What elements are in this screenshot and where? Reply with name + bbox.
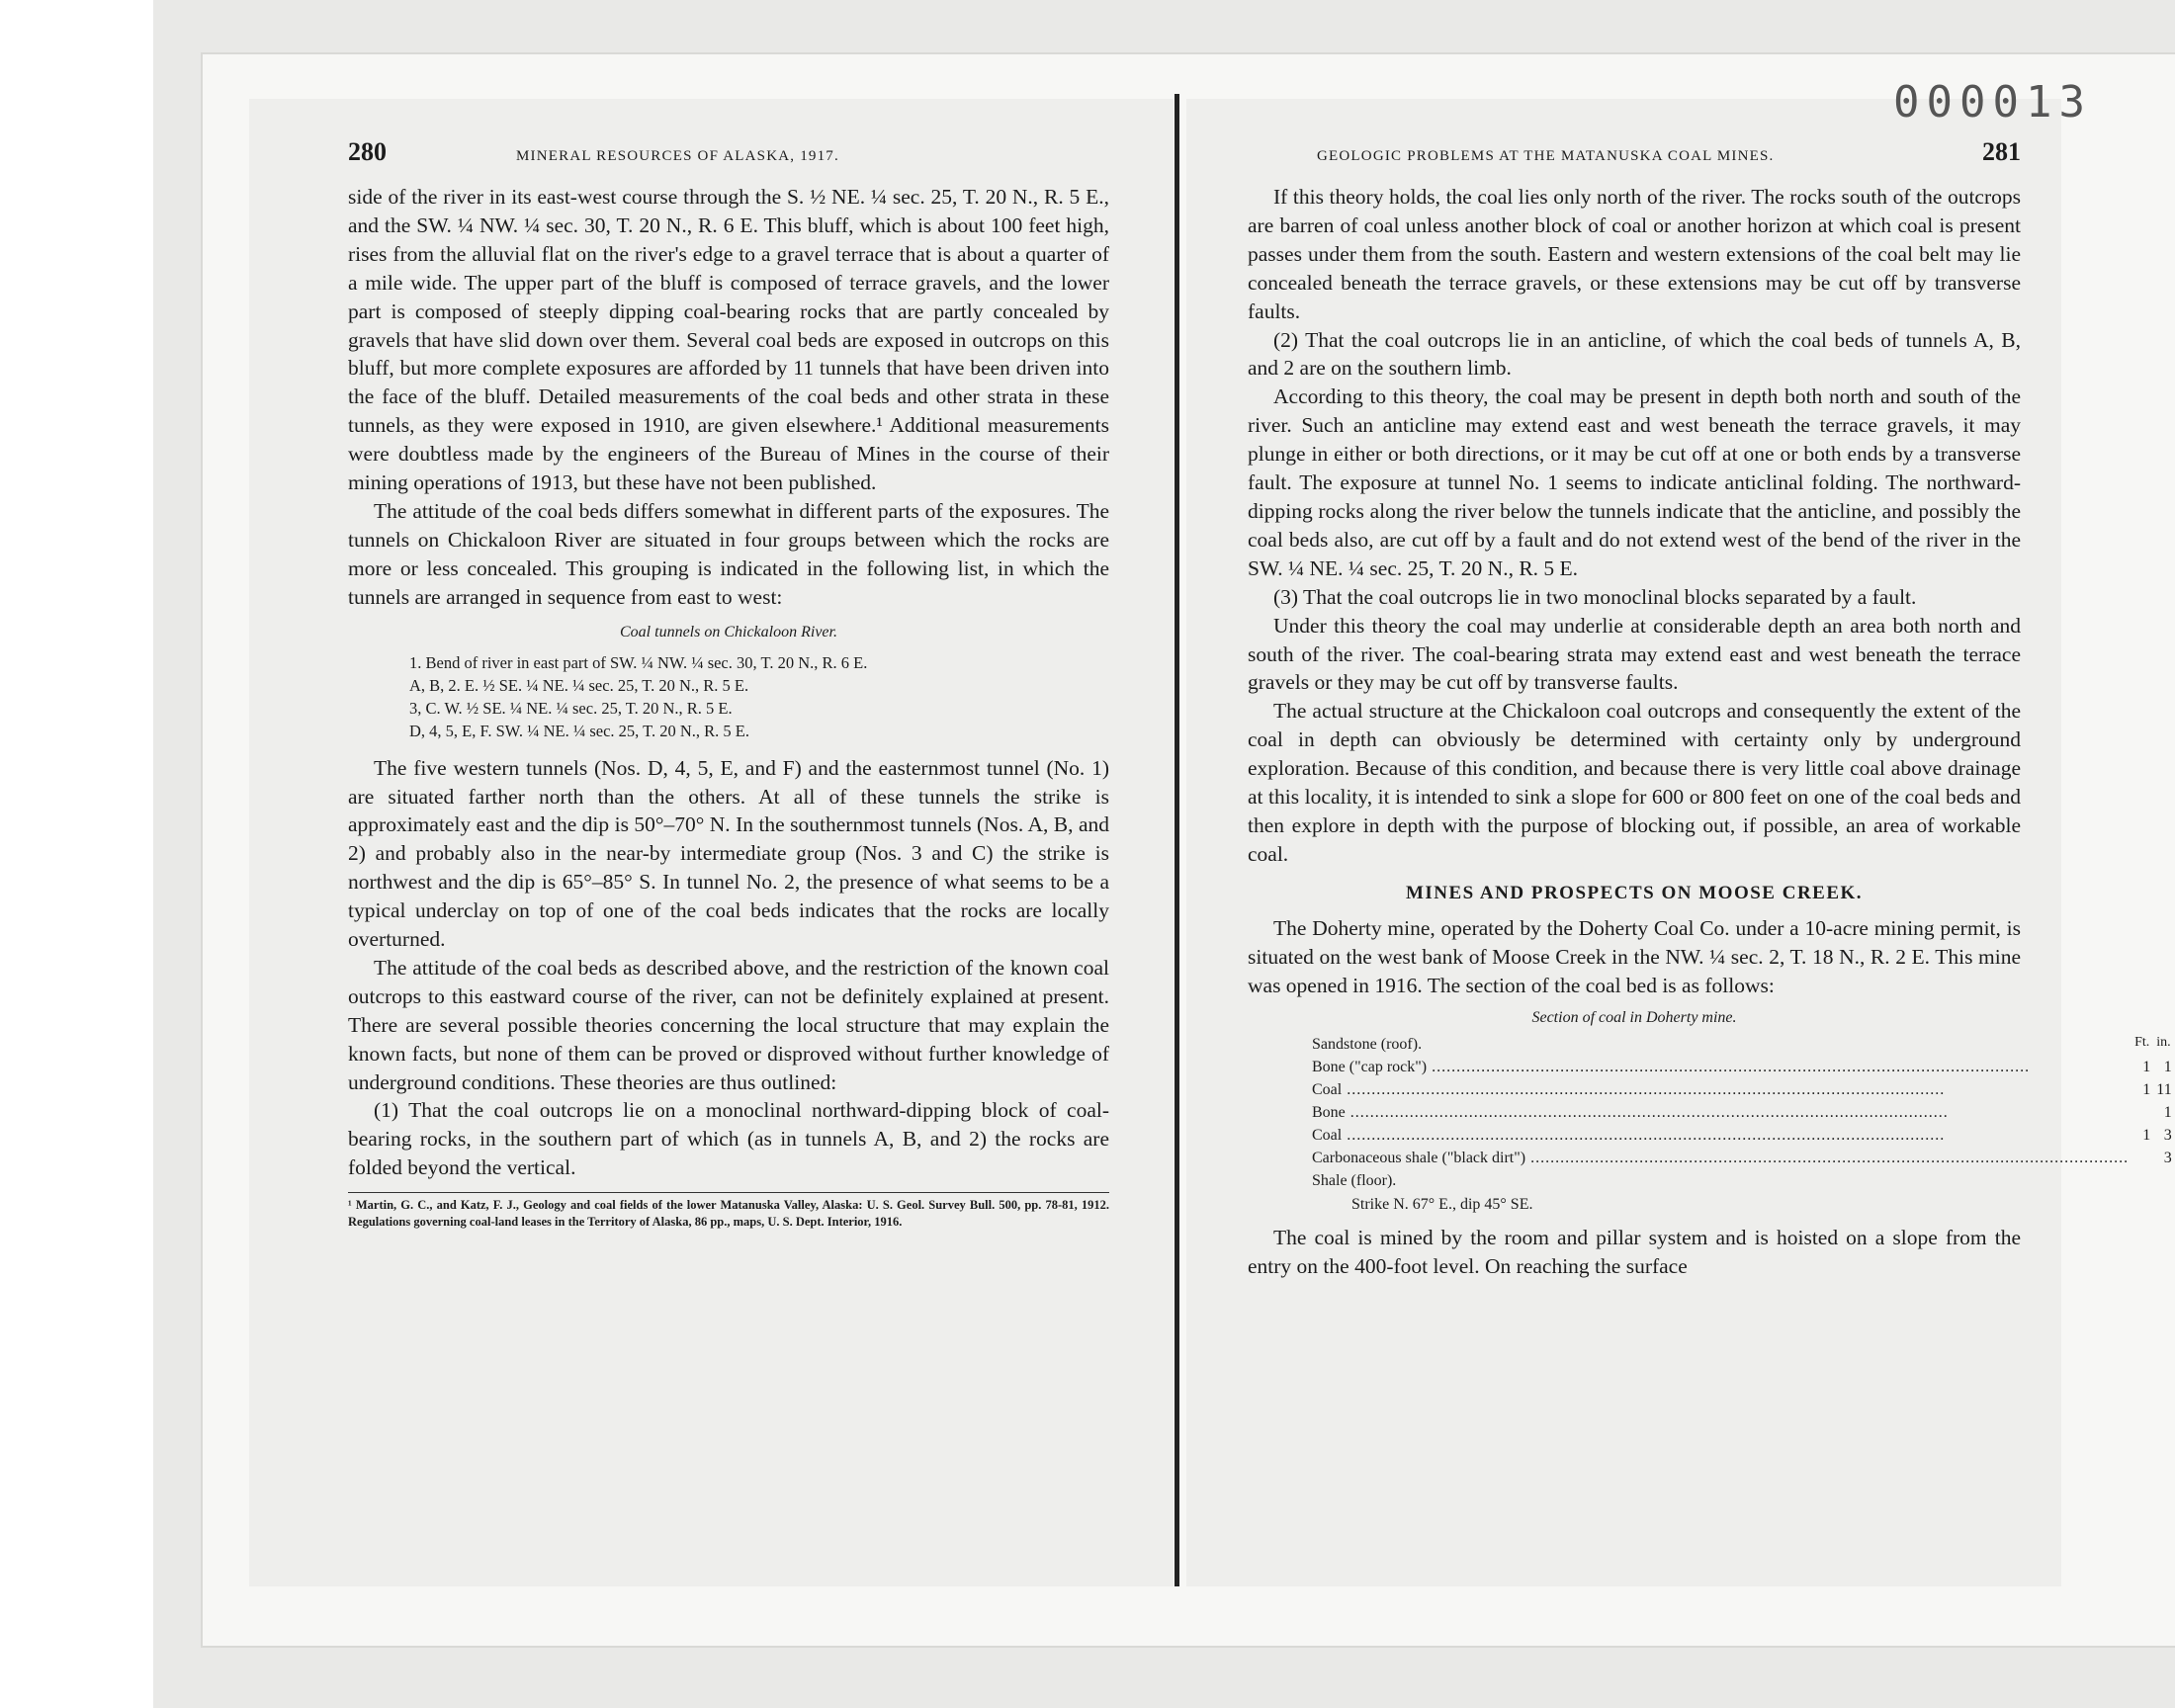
table-cell: Coal .....	[1312, 1122, 2129, 1145]
right-running-title: GEOLOGIC PROBLEMS AT THE MATANUSKA COAL MINES.	[1317, 148, 1775, 164]
paragraph: The five western tunnels (Nos. D, 4, 5, E, and F) and the easternmost tunnel (No. 1) are situated farther north than the others. At all of these tunnels the strike is approximately east and the dip is 50°–70° N. In the southernmost tunnels (Nos. A, B, and 2) and probably also in the near-by intermediate group (Nos. 3 and C) the strike is northwest and the dip is 65°–85° S. In tunnel No. 2, the presence of what seems to be a typical underclay on top of one of the coal beds indicates that the rocks are locally overturned.	[348, 755, 1109, 952]
left-running-title: MINERAL RESOURCES OF ALASKA, 1917.	[516, 148, 839, 164]
table-row	[1312, 1076, 2172, 1099]
paragraph: If this theory holds, the coal lies only north of the river. The rocks south of the outcrops are barren of coal unless another block of coal or another horizon at which coal is present passes under them from the south. Eastern and western extensions of the coal belt may lie concealed beneath the terrace gravels, or these extensions may be cut off by transverse faults.	[1248, 185, 2021, 323]
list-item: D, 4, 5, E, F. SW. ¼ NE. ¼ sec. 25, T. 20 N., R. 5 E.	[409, 721, 749, 740]
table-row	[1312, 1122, 2172, 1145]
right-column	[1248, 137, 2172, 1281]
paragraph: (3) That the coal outcrops lie in two monoclinal blocks separated by a fault.	[1273, 584, 1917, 609]
left-running-head	[348, 137, 1109, 183]
paragraph: (1) That the coal outcrops lie on a monoclinal northward-dipping block of coal-bearing rocks, in the southern part of which (as in tunnels A, B, and 2) the rocks are folded beyond the vertical.	[348, 1098, 1109, 1180]
table-row	[1312, 1167, 2172, 1190]
strike-note: Strike N. 67° E., dip 45° SE.	[1351, 1196, 1533, 1214]
table-cell: Sandstone (roof).	[1312, 1036, 1423, 1054]
table-row	[1312, 1031, 2172, 1054]
table-cell	[2129, 1167, 2150, 1190]
table-row	[1312, 1099, 2172, 1122]
paragraph: According to this theory, the coal may be present in depth both north and south of the river. Such an anticline may extend east and west beneath the terrace gravels, it may plunge in either or both directions, or it may be cut off at one or both ends by a transverse fault. The exposure at tunnel No. 1 seems to indicate anticlinal folding. The northward-dipping rocks along the river below the tunnels indicate that the anticline, and possibly the coal beds also, are cut off by a fault and do not extend west of the bend of the river in the SW. ¼ NE. ¼ sec. 25, T. 20 N., R. 5 E.	[1248, 384, 2021, 580]
list-item: 3, C. W. ½ SE. ¼ NE. ¼ sec. 25, T. 20 N., R. 5 E.	[409, 698, 733, 718]
table-cell: 1	[2142, 1059, 2151, 1076]
paragraph: Under this theory the coal may underlie at considerable depth an area both north and south of the river. The coal-bearing strata may extend east and west beneath the terrace gravels or they may be cut off by transverse faults.	[1248, 613, 2021, 695]
right-running-head	[1248, 137, 2021, 183]
table-cell	[2150, 1167, 2171, 1190]
left-page-number: 280	[348, 137, 387, 166]
table-cell: Carbonaceous shale ("black dirt") .....	[1312, 1145, 2129, 1167]
paragraph: The actual structure at the Chickaloon coal outcrops and consequently the extent of the coal in depth can obviously be determined with certainty only by underground exploration. Because of this condition, and because there is very little coal above drainage at this locality, it is intended to sink a slope for 600 or 800 feet on one of the coal beds and then explore in depth with the purpose of blocking out, if possible, an area of workable coal.	[1248, 699, 2021, 866]
list-item: A, B, 2. E. ½ SE. ¼ NE. ¼ sec. 25, T. 20 N., R. 5 E.	[409, 675, 749, 695]
table-cell: 3	[2163, 1150, 2172, 1167]
page-gutter	[1174, 94, 1179, 1586]
section-heading: MINES AND PROSPECTS ON MOOSE CREEK.	[1405, 882, 1864, 903]
footnote: ¹ Martin, G. C., and Katz, F. J., Geology and coal fields of the lower Matanuska Valley, Alaska: U. S. Geol. Survey Bull. 500, pp. 78-81, 1912. Regulations governing coal-land leases in the Territory of Alaska, 86 pp., maps, U. S. Dept. Interior, 1916.	[348, 1192, 1109, 1231]
table-cell: 11	[2156, 1081, 2172, 1099]
paragraph: (2) That the coal outcrops lie in an anticline, of which the coal beds of tunnels A, B, and 2 are on the southern limb.	[1248, 327, 2021, 381]
table-cell: 1	[2163, 1059, 2172, 1076]
table-row	[1312, 1145, 2172, 1167]
paragraph: The attitude of the coal beds as described above, and the restriction of the known coal outcrops to this eastward course of the river, can not be definitely explained at present. There are several possible theories concerning the local structure that may explain the known facts, but none of them can be proved or disproved without further knowledge of underground conditions. These theories are thus outlined:	[348, 955, 1109, 1094]
table-cell	[2129, 1145, 2150, 1167]
paragraph: side of the river in its east-west course through the S. ½ NE. ¼ sec. 25, T. 20 N., R. 5 E., and the SW. ¼ NW. ¼ sec. 30, T. 20 N., R. 6 E. This bluff, which is about 100 feet high, rises from the alluvial flat on the river's edge to a gravel terrace that is about a quarter of a mile wide. The upper part of the bluff is composed of terrace gravels, and the lower part is composed of steeply dipping coal-bearing rocks that are partly concealed by gravels that have slid down over them. Several coal beds are exposed in outcrops on this bluff, but more complete exposures are afforded by 11 tunnels that have been driven into the face of the bluff. Detailed measurements of the coal beds and other strata in these tunnels, as they were exposed in 1910, are given elsewhere.¹ Additional measurements were doubtless made by the engineers of the Bureau of Mines in the course of their mining operations of 1913, but these have not been published.	[348, 185, 1109, 495]
table-cell: Coal .....	[1312, 1076, 2129, 1099]
column-header-in: in.	[2156, 1034, 2171, 1050]
paragraph: The coal is mined by the room and pillar system and is hoisted on a slope from the entry on the 400-foot level. On reaching the surface	[1248, 1226, 2021, 1279]
table-cell: 1	[2142, 1081, 2151, 1099]
table-cell: 3	[2163, 1127, 2172, 1145]
paragraph: The attitude of the coal beds differs somewhat in different parts of the exposures. The tunnels on Chickaloon River are situated in four groups between which the rocks are more or less concealed. This grouping is indicated in the following list, in which the tunnels are arranged in sequence from east to west:	[348, 498, 1109, 609]
table-cell: Bone ("cap rock") .....	[1312, 1054, 2129, 1076]
tunnel-list	[348, 651, 1109, 742]
table-cell: 1	[2163, 1104, 2172, 1122]
table-row	[1312, 1054, 2172, 1076]
list-item: 1. Bend of river in east part of SW. ¼ NW. ¼ sec. 30, T. 20 N., R. 6 E.	[409, 652, 868, 672]
table-cell	[2129, 1099, 2150, 1122]
left-column	[348, 137, 1109, 1231]
table-cell: Bone .....	[1312, 1099, 2129, 1122]
tunnel-list-title: Coal tunnels on Chickaloon River.	[620, 623, 837, 640]
coal-section-table	[1312, 1031, 2172, 1190]
table-cell: 1	[2142, 1127, 2151, 1145]
coal-section-title: Section of coal in Doherty mine.	[1531, 1009, 1737, 1027]
column-header-ft: Ft.	[2134, 1034, 2150, 1050]
serial-stamp: 000013	[1893, 77, 2092, 128]
table-cell: Shale (floor).	[1312, 1172, 1397, 1190]
right-page-number: 281	[1982, 137, 2021, 166]
paragraph: The Doherty mine, operated by the Doherty Coal Co. under a 10-acre mining permit, is situated on the west bank of Moose Creek in the NW. ¼ sec. 2, T. 18 N., R. 2 E. This mine was opened in 1916. The section of the coal bed is as follows:	[1248, 915, 2021, 997]
